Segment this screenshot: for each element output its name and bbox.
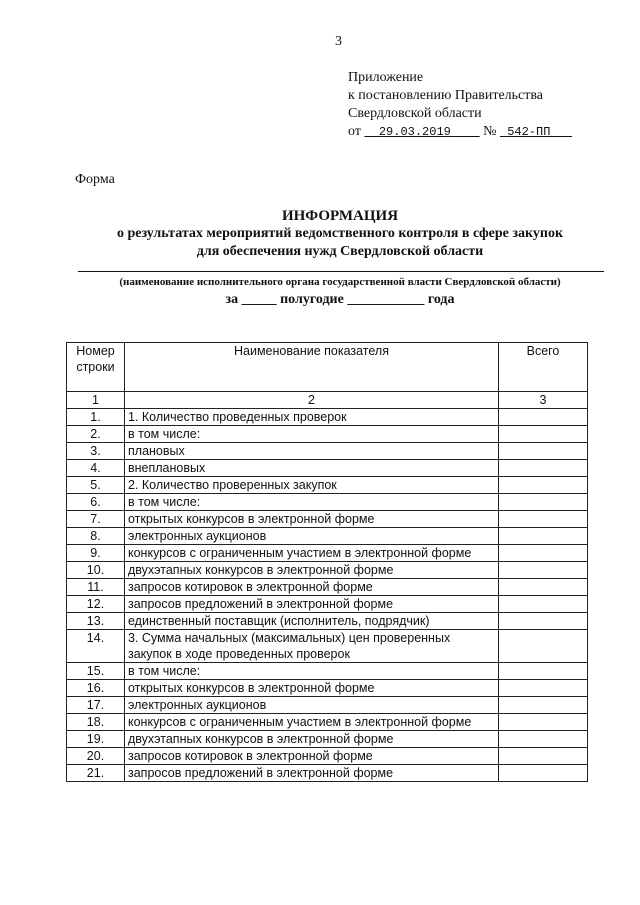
total-value-cell[interactable] (499, 714, 588, 731)
appendix-line-3: Свердловской области (348, 106, 482, 121)
indicator-name: электронных аукционов (125, 697, 499, 714)
row-number: 12. (67, 596, 125, 613)
table-header-row (67, 343, 588, 392)
indicator-name: единственный поставщик (исполнитель, подрядчик) (125, 613, 499, 630)
document-subtitle-1: о результатах мероприятий ведомственного контроля в сфере закупок (116, 226, 564, 241)
indicator-name: 1. Количество проведенных проверок (125, 409, 499, 426)
total-value-cell[interactable] (499, 528, 588, 545)
indicator-name: открытых конкурсов в электронной форме (125, 511, 499, 528)
row-number: 6. (67, 494, 125, 511)
table-index-row (67, 392, 588, 409)
indicator-name: конкурсов с ограниченным участием в электронной форме (125, 545, 499, 562)
table-row (67, 630, 588, 663)
total-value-cell[interactable] (499, 426, 588, 443)
table-row (67, 765, 588, 782)
indicator-name: в том числе: (125, 663, 499, 680)
table-row (67, 494, 588, 511)
table-row (67, 579, 588, 596)
table-row (67, 680, 588, 697)
indicator-name: запросов предложений в электронной форме (125, 765, 499, 782)
row-number: 11. (67, 579, 125, 596)
table-row (67, 596, 588, 613)
row-number: 15. (67, 663, 125, 680)
index-cell-3: 3 (499, 392, 588, 409)
indicator-name: внеплановых (125, 460, 499, 477)
table-row (67, 409, 588, 426)
table-row (67, 477, 588, 494)
total-value-cell[interactable] (499, 748, 588, 765)
decree-date: 29.03.2019 (378, 125, 451, 139)
org-name-caption: (наименование исполнительного органа государственной власти Свердловской области) (119, 276, 561, 288)
total-value-cell[interactable] (499, 477, 588, 494)
total-value-cell[interactable] (499, 409, 588, 426)
appendix-line-2: к постановлению Правительства (348, 88, 544, 103)
table-row (67, 511, 588, 528)
row-number: 14. (67, 630, 125, 663)
total-value-cell[interactable] (499, 596, 588, 613)
table-row (67, 426, 588, 443)
table-row (67, 528, 588, 545)
appendix-block (348, 69, 572, 141)
header-row-number: Номер строки (67, 343, 125, 392)
row-number: 17. (67, 697, 125, 714)
index-cell-2: 2 (125, 392, 499, 409)
row-number: 19. (67, 731, 125, 748)
total-value-cell[interactable] (499, 697, 588, 714)
page-number: 3 (335, 34, 342, 49)
row-number: 10. (67, 562, 125, 579)
indicator-name: двухэтапных конкурсов в электронной форме (125, 562, 499, 579)
table-row (67, 714, 588, 731)
table-row (67, 613, 588, 630)
row-number: 20. (67, 748, 125, 765)
total-value-cell[interactable] (499, 511, 588, 528)
indicator-name: запросов котировок в электронной форме (125, 579, 499, 596)
row-number: 13. (67, 613, 125, 630)
table-row (67, 663, 588, 680)
total-value-cell[interactable] (499, 443, 588, 460)
row-number: 9. (67, 545, 125, 562)
row-number: 5. (67, 477, 125, 494)
indicator-name: открытых конкурсов в электронной форме (125, 680, 499, 697)
table-row (67, 697, 588, 714)
row-number: 16. (67, 680, 125, 697)
number-prefix: № (483, 124, 497, 139)
document-title: ИНФОРМАЦИЯ (281, 208, 399, 224)
appendix-date-line (348, 123, 572, 141)
row-number: 21. (67, 765, 125, 782)
total-value-cell[interactable] (499, 460, 588, 477)
total-value-cell[interactable] (499, 663, 588, 680)
total-value-cell[interactable] (499, 630, 588, 663)
indicators-table (66, 342, 588, 782)
total-value-cell[interactable] (499, 579, 588, 596)
total-value-cell[interactable] (499, 545, 588, 562)
indicator-name: запросов предложений в электронной форме (125, 596, 499, 613)
row-number: 7. (67, 511, 125, 528)
total-value-cell[interactable] (499, 562, 588, 579)
table-row (67, 460, 588, 477)
indicator-name: запросов котировок в электронной форме (125, 748, 499, 765)
table-row (67, 545, 588, 562)
indicator-name: двухэтапных конкурсов в электронной форме (125, 731, 499, 748)
appendix-line-1: Приложение (348, 70, 424, 85)
index-cell-1: 1 (67, 392, 125, 409)
indicator-name: электронных аукционов (125, 528, 499, 545)
total-value-cell[interactable] (499, 731, 588, 748)
total-value-cell[interactable] (499, 613, 588, 630)
row-number: 8. (67, 528, 125, 545)
table-row (67, 443, 588, 460)
row-number: 2. (67, 426, 125, 443)
document-subtitle-2: для обеспечения нужд Свердловской области (196, 244, 484, 259)
indicator-name: 2. Количество проверенных закупок (125, 477, 499, 494)
table-row (67, 748, 588, 765)
table-row (67, 731, 588, 748)
table-row (67, 562, 588, 579)
indicator-name: конкурсов с ограниченным участием в электронной форме (125, 714, 499, 731)
indicator-name: в том числе: (125, 426, 499, 443)
row-number: 3. (67, 443, 125, 460)
total-value-cell[interactable] (499, 494, 588, 511)
org-name-line (78, 271, 604, 272)
header-indicator-name: Наименование показателя (125, 343, 499, 392)
header-total: Всего (499, 343, 588, 392)
row-number: 18. (67, 714, 125, 731)
total-value-cell[interactable] (499, 680, 588, 697)
decree-number: 542-ПП (507, 125, 551, 139)
form-label: Форма (75, 172, 115, 187)
indicator-name: 3. Сумма начальных (максимальных) цен проверенных закупок в ходе проведенных проверок (125, 630, 499, 663)
reporting-period-line: за _____ полугодие ___________ года (225, 292, 455, 307)
row-number: 4. (67, 460, 125, 477)
total-value-cell[interactable] (499, 765, 588, 782)
indicator-name: в том числе: (125, 494, 499, 511)
indicator-name: плановых (125, 443, 499, 460)
date-prefix: от (348, 124, 361, 139)
row-number: 1. (67, 409, 125, 426)
